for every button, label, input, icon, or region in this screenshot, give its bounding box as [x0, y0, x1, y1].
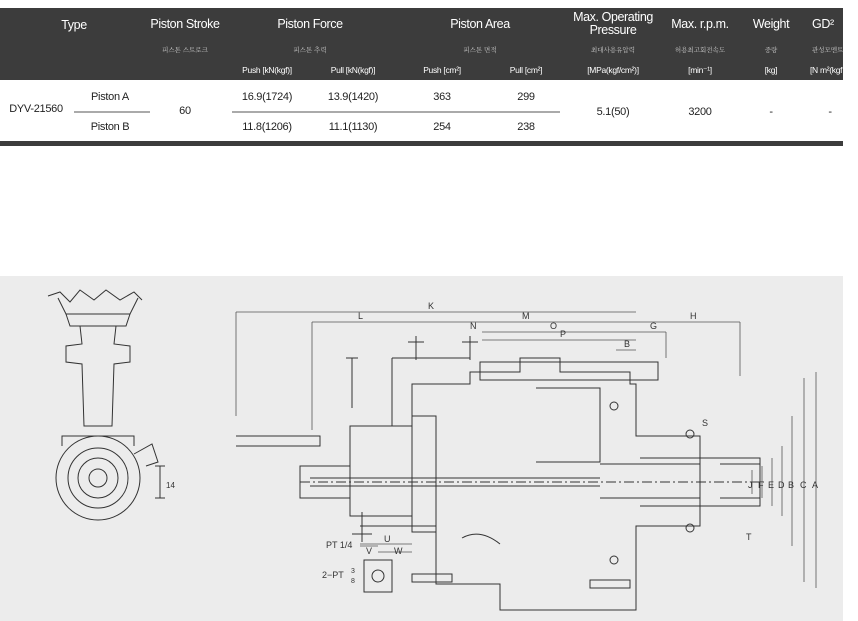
table-bottom-rule — [0, 141, 843, 146]
gd2-value: - — [828, 106, 832, 118]
header-push-force: Push [kN(kgf)] — [242, 65, 292, 75]
dim-J: J — [748, 480, 753, 490]
dimension-lines — [236, 312, 819, 588]
section-view — [236, 336, 764, 610]
header-gd2-unit: [N m²(kgf m²)] — [810, 65, 858, 75]
dim-D: D — [778, 480, 785, 490]
header-max-pressure-1: Max. Operating — [573, 10, 653, 24]
dim-L: L — [358, 311, 364, 321]
dim-A: A — [812, 480, 819, 490]
row-a-push-force: 16.9(1724) — [241, 91, 293, 103]
dim-W: W — [394, 546, 403, 556]
dim-M: M — [522, 311, 530, 321]
row-a-pull-force: 13.9(1420) — [327, 91, 379, 103]
side-dim-14: 14 — [166, 481, 175, 490]
header-piston-stroke: Piston Stroke — [150, 17, 220, 31]
header-max-pressure-2: Pressure — [589, 23, 637, 37]
dim-V: V — [366, 546, 373, 556]
technical-drawing — [0, 276, 843, 621]
row-b-push-force: 11.8(1206) — [242, 121, 292, 133]
header-piston-stroke-kr: 피스톤 스트로크 — [162, 47, 208, 54]
dim-G: G — [650, 321, 658, 331]
drawing-svg — [0, 276, 843, 621]
dim-T: T — [746, 532, 752, 542]
port-2pt-frac-den: 8 — [351, 578, 355, 585]
header-piston-force-kr: 피스톤 추력 — [293, 47, 327, 54]
side-view — [48, 290, 165, 520]
header-weight-kr: 중량 — [764, 47, 778, 54]
dim-C: C — [800, 480, 807, 490]
header-gd2-kr: 관성모멘트 — [812, 47, 844, 54]
header-piston-area-kr: 피스톤 면적 — [463, 47, 497, 54]
dim-H: H — [690, 311, 697, 321]
header-piston-force: Piston Force — [277, 17, 343, 31]
row-a-name: Piston A — [91, 91, 129, 103]
spec-table — [0, 0, 858, 147]
header-piston-area: Piston Area — [450, 17, 510, 31]
port-2pt: 2−PT — [322, 570, 344, 580]
row-b-pull-area: 238 — [517, 121, 535, 133]
dim-E: E — [768, 480, 775, 490]
header-pull-force: Pull [kN(kgf)] — [330, 65, 376, 75]
port-2pt-frac-num: 3 — [351, 568, 355, 575]
row-b-pull-force: 11.1(1130) — [328, 121, 378, 133]
row-b-push-area: 254 — [433, 121, 451, 133]
row-a-pull-area: 299 — [517, 91, 535, 103]
dim-F: F — [758, 480, 764, 490]
max-pressure-value: 5.1(50) — [596, 106, 630, 118]
header-max-pressure-unit: [MPa(kgf/cm²)] — [587, 65, 639, 75]
header-pull-area: Pull [cm²] — [509, 65, 543, 75]
piston-stroke-value: 60 — [179, 105, 191, 117]
header-weight: Weight — [752, 17, 790, 31]
weight-value: - — [769, 106, 773, 118]
dimension-labels — [166, 301, 818, 585]
header-gd2: GD² — [812, 17, 834, 31]
row-divider-lines — [0, 0, 843, 147]
header-max-rpm-unit: [min⁻¹] — [688, 65, 712, 75]
model-name: DYV-21560 — [9, 103, 63, 115]
header-max-rpm: Max. r.p.m. — [671, 17, 729, 31]
row-a-push-area: 363 — [433, 91, 451, 103]
dim-K: K — [428, 301, 435, 311]
header-max-rpm-kr: 허용최고회전속도 — [674, 47, 726, 54]
port-pt-quarter: PT 1/4 — [326, 540, 353, 550]
dim-B: B — [788, 480, 795, 490]
max-rpm-value: 3200 — [688, 106, 712, 118]
header-push-area: Push [cm²] — [423, 65, 461, 75]
dim-N: N — [470, 321, 477, 331]
header-type: Type — [61, 18, 87, 32]
dim-S: S — [702, 418, 709, 428]
dim-U: U — [384, 534, 391, 544]
header-max-pressure-kr: 최대사용유압력 — [591, 47, 635, 54]
dim-O: O — [550, 321, 558, 331]
header-weight-unit: [kg] — [764, 65, 778, 75]
row-b-name: Piston B — [90, 121, 130, 133]
dim-P: P — [560, 329, 567, 339]
dim-B-top: B — [624, 339, 631, 349]
